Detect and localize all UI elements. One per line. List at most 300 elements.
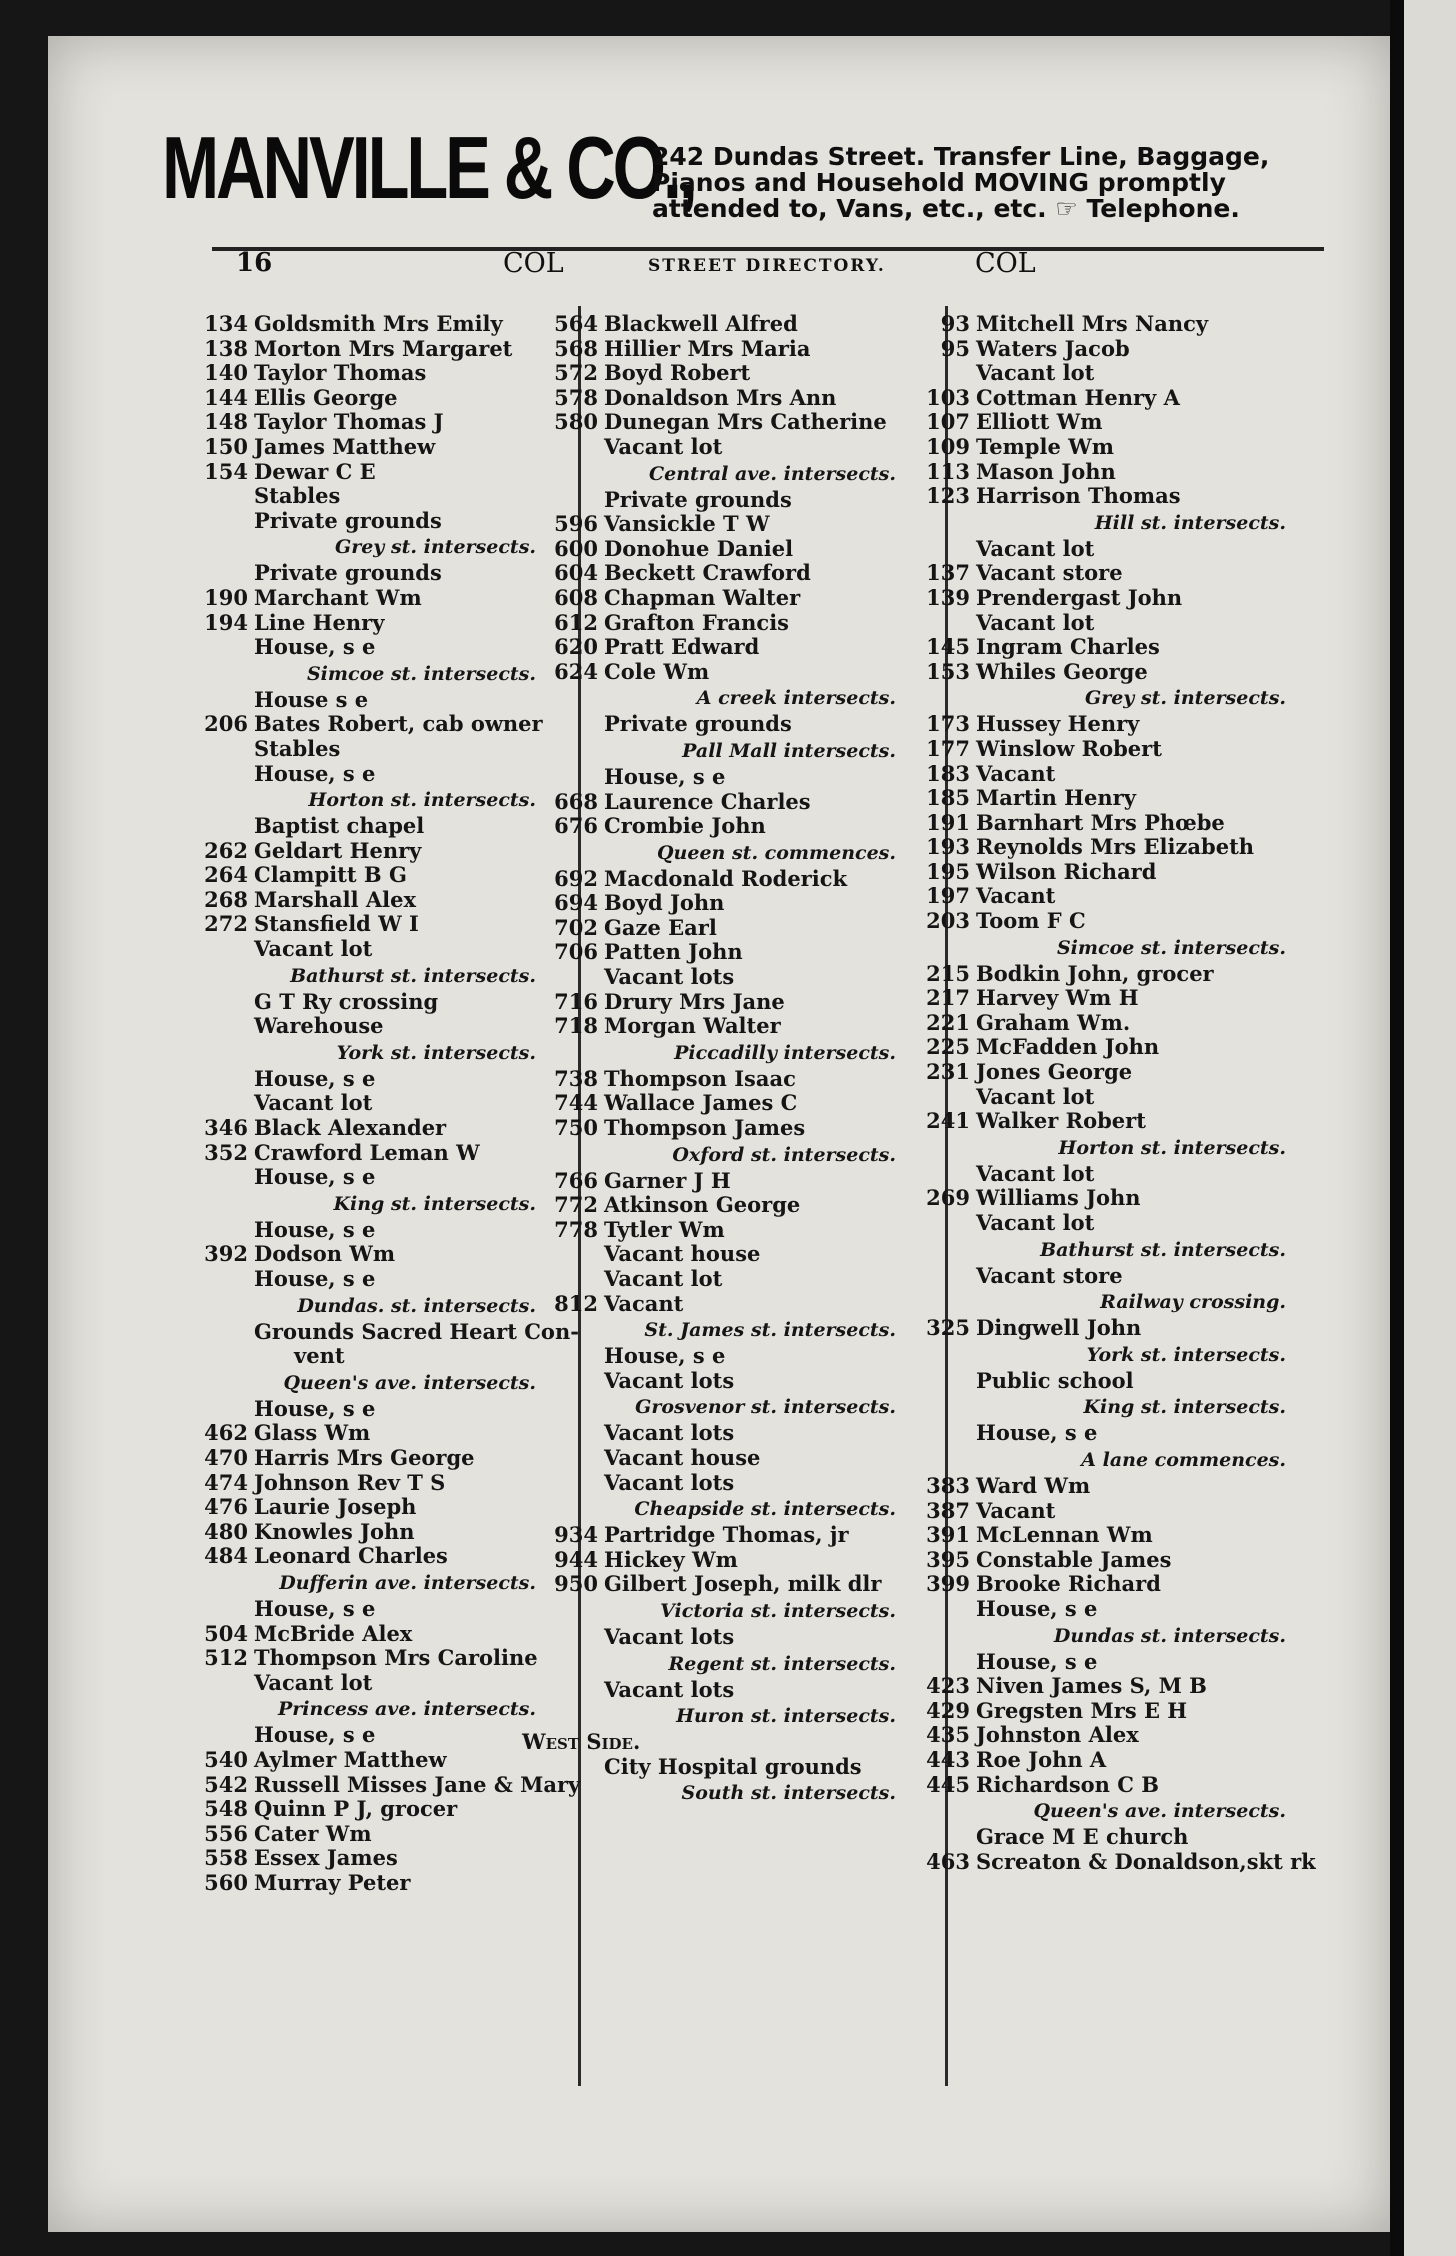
ad-line: attended to, Vans, etc., etc. ☞ Telephone.	[652, 194, 1240, 223]
house-number: 463	[926, 1848, 970, 1874]
occupant-name: Tytler Wm	[604, 1216, 725, 1242]
occupant-name: Vacant lots	[604, 1469, 735, 1495]
house-number: 154	[204, 458, 248, 484]
directory-entry	[196, 1014, 576, 1039]
house-number: 542	[204, 1771, 248, 1797]
directory-entry	[546, 410, 926, 435]
directory-entry	[918, 835, 1298, 860]
house-number: 484	[204, 1543, 248, 1569]
house-number: 480	[204, 1518, 248, 1544]
occupant-name: Martin Henry	[976, 785, 1136, 811]
occupant-name: Russell Misses Jane & Mary	[254, 1771, 581, 1797]
occupant-name: Bates Robert, cab owner	[254, 711, 543, 737]
occupant-name: Atkinson George	[604, 1192, 801, 1218]
house-number: 387	[926, 1497, 970, 1523]
directory-column-2	[522, 311, 926, 1807]
header-rule	[212, 247, 1324, 251]
occupant-name: Cater Wm	[254, 1820, 372, 1846]
occupant-name: Essex James	[254, 1845, 398, 1871]
house-number: 185	[926, 785, 970, 811]
house-number: 706	[554, 939, 598, 965]
directory-entry	[918, 1316, 1298, 1341]
occupant-name: Line Henry	[254, 609, 385, 635]
directory-entry	[918, 1572, 1298, 1597]
house-number: 435	[926, 1722, 970, 1748]
advertisement-text	[652, 144, 1332, 222]
house-number: 173	[926, 711, 970, 737]
occupant-name: Knowles John	[254, 1518, 415, 1544]
directory-entry	[196, 1748, 576, 1773]
occupant-name: Thompson Mrs Caroline	[254, 1645, 538, 1671]
cross-street-heading: Dufferin ave. intersects.	[279, 1571, 536, 1594]
directory-entry	[546, 1116, 926, 1141]
directory-entry	[196, 712, 576, 737]
running-head-title: STREET DIRECTORY.	[648, 256, 886, 276]
cross-street-heading: A lane commences.	[1081, 1448, 1286, 1471]
directory-entry	[546, 1014, 926, 1039]
house-number: 123	[926, 483, 970, 509]
occupant-name: Johnson Rev T S	[254, 1469, 446, 1495]
house-number: 445	[926, 1771, 970, 1797]
occupant-name: Dewar C E	[254, 458, 376, 484]
directory-entry	[196, 1495, 576, 1520]
occupant-name: Vacant lot	[976, 360, 1095, 386]
directory-entry	[196, 888, 576, 913]
house-number: 206	[204, 711, 248, 737]
directory-entry	[918, 1162, 1298, 1187]
ad-line: Pianos and Household MOVING promptly	[652, 168, 1226, 197]
directory-entry	[918, 1499, 1298, 1524]
house-number: 556	[204, 1820, 248, 1846]
house-number: 620	[554, 634, 598, 660]
house-number: 504	[204, 1620, 248, 1646]
occupant-name: House, s e	[254, 1065, 376, 1091]
house-number: 944	[554, 1546, 598, 1572]
occupant-name: Grace M E church	[976, 1824, 1189, 1850]
directory-entry	[546, 965, 926, 990]
directory-entry	[546, 488, 926, 513]
house-number: 183	[926, 760, 970, 786]
house-number: 934	[554, 1522, 598, 1548]
house-number: 772	[554, 1192, 598, 1218]
cross-street-heading: Bathurst st. intersects.	[290, 964, 536, 987]
house-number: 221	[926, 1009, 970, 1035]
occupant-name: Beckett Crawford	[604, 560, 811, 586]
directory-entry	[196, 1116, 576, 1141]
directory-entry	[918, 1060, 1298, 1085]
occupant-name: Thompson Isaac	[604, 1065, 796, 1091]
occupant-name: Vacant lot	[976, 1160, 1095, 1186]
house-number: 95	[940, 335, 970, 361]
cross-street-heading: Dundas st. intersects.	[1053, 1624, 1286, 1647]
directory-entry	[196, 1622, 576, 1647]
occupant-name: Winslow Robert	[976, 735, 1162, 761]
occupant-name: Chapman Walter	[604, 584, 801, 610]
directory-entry	[546, 1344, 926, 1369]
directory-entry	[546, 1169, 926, 1194]
occupant-name: Vacant lot	[976, 1083, 1095, 1109]
directory-entry	[546, 635, 926, 660]
house-number: 443	[926, 1746, 970, 1772]
directory-entry	[918, 611, 1298, 636]
house-number: 113	[926, 458, 970, 484]
directory-entry	[918, 337, 1298, 362]
cross-street-heading: Bathurst st. intersects.	[1040, 1238, 1286, 1261]
directory-entry	[196, 361, 576, 386]
directory-entry	[546, 1471, 926, 1496]
house-number: 197	[926, 883, 970, 909]
occupant-name: Grafton Francis	[604, 609, 789, 635]
occupant-name: Gregsten Mrs E H	[976, 1697, 1188, 1723]
house-number: 668	[554, 788, 598, 814]
directory-entry	[196, 312, 576, 337]
house-number: 134	[204, 311, 248, 336]
occupant-name: Gilbert Joseph, milk dlr	[604, 1571, 882, 1597]
occupant-name: House, s e	[254, 1216, 376, 1242]
directory-entry	[196, 1218, 576, 1243]
directory-entry	[918, 484, 1298, 509]
directory-entry	[546, 1091, 926, 1116]
directory-entry	[196, 484, 576, 509]
house-number: 138	[204, 335, 248, 361]
house-number: 462	[204, 1420, 248, 1446]
occupant-name: Johnston Alex	[976, 1722, 1139, 1748]
directory-entry	[196, 1544, 576, 1569]
house-number: 269	[926, 1185, 970, 1211]
house-number: 399	[926, 1571, 970, 1597]
house-number: 203	[926, 908, 970, 934]
directory-entry	[196, 839, 576, 864]
house-number: 578	[554, 384, 598, 410]
occupant-name: Pratt Edward	[604, 634, 760, 660]
occupant-name: House, s e	[976, 1420, 1098, 1446]
house-number: 262	[204, 837, 248, 863]
occupant-name: Morton Mrs Margaret	[254, 335, 513, 361]
cross-street-heading: Pall Mall intersects.	[682, 739, 896, 762]
directory-entry	[918, 811, 1298, 836]
directory-entry	[918, 737, 1298, 762]
occupant-name: Mason John	[976, 458, 1116, 484]
directory-entry	[546, 814, 926, 839]
directory-entry	[196, 1871, 576, 1896]
directory-entry	[196, 990, 576, 1015]
directory-entry	[196, 737, 576, 762]
occupant-name: Morgan Walter	[604, 1013, 781, 1039]
house-number: 150	[204, 433, 248, 459]
directory-entry	[918, 460, 1298, 485]
directory-entry	[918, 1011, 1298, 1036]
directory-entry	[196, 337, 576, 362]
occupant-name: Vacant lot	[976, 609, 1095, 635]
cross-street-heading: Regent st. intersects.	[668, 1652, 896, 1675]
occupant-name: Dingwell John	[976, 1315, 1142, 1341]
cross-street-heading: Victoria st. intersects.	[660, 1599, 896, 1622]
house-number: 600	[554, 535, 598, 561]
house-number: 145	[926, 634, 970, 660]
house-number: 391	[926, 1522, 970, 1548]
occupant-name: Barnhart Mrs Phœbe	[976, 809, 1225, 835]
occupant-name: Public school	[976, 1367, 1134, 1393]
house-number: 750	[554, 1115, 598, 1141]
house-number: 383	[926, 1472, 970, 1498]
house-number: 716	[554, 988, 598, 1014]
occupant-name: Vacant lot	[604, 1266, 723, 1291]
ad-line: 242 Dundas Street. Transfer Line, Baggage,	[652, 142, 1270, 171]
occupant-name: Vacant store	[976, 560, 1123, 586]
house-number: 540	[204, 1746, 248, 1772]
occupant-name: Hillier Mrs Maria	[604, 335, 811, 361]
occupant-name: Ingram Charles	[976, 634, 1160, 660]
directory-entry	[918, 860, 1298, 885]
directory-entry	[546, 512, 926, 537]
cross-street-heading: Queen st. commences.	[657, 841, 896, 864]
house-number: 195	[926, 858, 970, 884]
directory-entry	[196, 814, 576, 839]
directory-entry	[196, 1318, 579, 1345]
cross-street-heading: Simcoe st. intersects.	[306, 662, 536, 685]
house-number: 177	[926, 735, 970, 761]
occupant-name: vent	[294, 1343, 345, 1369]
house-number: 194	[204, 609, 248, 635]
house-number: 268	[204, 886, 248, 912]
house-number: 568	[554, 335, 598, 361]
occupant-name: Marshall Alex	[254, 886, 417, 912]
occupant-name: Boyd Robert	[604, 360, 751, 386]
occupant-name: House, s e	[604, 1343, 726, 1369]
directory-entry	[918, 1723, 1298, 1748]
directory-entry	[918, 1421, 1298, 1446]
cross-street-heading: York st. intersects.	[1086, 1343, 1286, 1366]
directory-entry	[196, 509, 576, 534]
directory-entry	[918, 561, 1298, 586]
directory-entry	[546, 1548, 926, 1573]
directory-entry	[546, 1678, 926, 1703]
occupant-name: Blackwell Alfred	[604, 311, 798, 336]
occupant-name: Glass Wm	[254, 1420, 371, 1446]
occupant-name: Murray Peter	[254, 1869, 411, 1895]
occupant-name: Leonard Charles	[254, 1543, 448, 1569]
house-number: 512	[204, 1645, 248, 1671]
occupant-name: Baptist chapel	[254, 813, 425, 839]
occupant-name: Drury Mrs Jane	[604, 988, 785, 1014]
occupant-name: Jones George	[976, 1059, 1133, 1085]
directory-entry	[196, 1267, 576, 1292]
occupant-name: Thompson James	[604, 1115, 806, 1141]
occupant-name: Stables	[254, 735, 341, 761]
occupant-name: Private grounds	[604, 711, 792, 737]
house-number: 429	[926, 1697, 970, 1723]
cross-street-heading: Horton st. intersects.	[1058, 1136, 1286, 1159]
directory-entry	[918, 1674, 1298, 1699]
directory-entry	[196, 410, 576, 435]
directory-entry	[546, 916, 926, 941]
occupant-name: Brooke Richard	[976, 1571, 1161, 1597]
occupant-name: G T Ry crossing	[254, 988, 439, 1014]
directory-entry	[546, 990, 926, 1015]
house-number: 692	[554, 865, 598, 891]
directory-entry	[196, 912, 576, 937]
occupant-name: Roe John A	[976, 1746, 1107, 1772]
cross-street-heading: Oxford st. intersects.	[672, 1143, 896, 1166]
directory-entry	[546, 337, 926, 362]
occupant-name: Private grounds	[254, 507, 442, 533]
cross-street-heading: King st. intersects.	[333, 1192, 536, 1215]
occupant-name: Clampitt B G	[254, 862, 407, 888]
directory-entry	[196, 762, 576, 787]
house-number: 103	[926, 384, 970, 410]
directory-entry	[546, 1067, 926, 1092]
occupant-name: Niven James S, M B	[976, 1673, 1207, 1699]
house-number: 474	[204, 1469, 248, 1495]
occupant-name: Warehouse	[254, 1013, 384, 1039]
directory-entry	[918, 312, 1298, 337]
running-head-right: COL	[975, 248, 1036, 279]
house-number: 144	[204, 384, 248, 410]
occupant-name: McFadden John	[976, 1034, 1160, 1060]
occupant-name: Bodkin John, grocer	[976, 960, 1214, 986]
directory-entry	[196, 435, 576, 460]
occupant-name: House, s e	[976, 1648, 1098, 1674]
occupant-name: Stansfield W I	[254, 911, 419, 937]
directory-entry	[546, 1523, 926, 1548]
house-number: 190	[204, 584, 248, 610]
directory-entry	[546, 1193, 926, 1218]
house-number: 470	[204, 1444, 248, 1470]
occupant-name: Vacant lot	[976, 1210, 1095, 1235]
occupant-name: Wallace James C	[604, 1090, 798, 1116]
house-number: 596	[554, 511, 598, 537]
occupant-name: Boyd John	[604, 890, 725, 916]
house-number: 231	[926, 1059, 970, 1085]
directory-entry	[918, 909, 1298, 934]
directory-entry	[918, 1085, 1298, 1110]
occupant-name: Vacant lots	[604, 1676, 735, 1702]
directory-entry	[196, 386, 576, 411]
occupant-name: McLennan Wm	[976, 1522, 1153, 1548]
cross-street-heading: Grey st. intersects.	[334, 536, 536, 559]
directory-entry	[918, 1848, 1316, 1875]
occupant-name: Geldart Henry	[254, 837, 422, 863]
house-number: 612	[554, 609, 598, 635]
directory-entry	[546, 1218, 926, 1243]
directory-entry	[918, 762, 1298, 787]
house-number: 137	[926, 560, 970, 586]
occupant-name: Hickey Wm	[604, 1546, 738, 1572]
directory-entry	[918, 1109, 1298, 1134]
directory-entry	[196, 1671, 576, 1696]
directory-entry	[918, 1825, 1298, 1850]
occupant-name: Grounds Sacred Heart Con-	[254, 1318, 579, 1344]
occupant-name: Harris Mrs George	[254, 1444, 475, 1470]
occupant-name: Goldsmith Mrs Emily	[254, 311, 503, 336]
advertisement-header	[162, 118, 1332, 238]
occupant-name: Patten John	[604, 939, 743, 965]
directory-entry	[546, 1421, 926, 1446]
house-number: 241	[926, 1108, 970, 1134]
house-number: 215	[926, 960, 970, 986]
occupant-name: Screaton & Donaldson,skt rk	[976, 1848, 1316, 1874]
directory-entry	[918, 1699, 1298, 1724]
occupant-name: House s e	[254, 686, 369, 712]
house-number: 564	[554, 311, 598, 336]
occupant-name: House, s e	[254, 1266, 376, 1291]
occupant-name: Crawford Leman W	[254, 1139, 480, 1165]
directory-entry	[196, 1344, 576, 1369]
directory-entry	[918, 537, 1298, 562]
directory-entry	[546, 1446, 926, 1471]
house-number: 148	[204, 409, 248, 435]
directory-entry	[196, 1165, 576, 1190]
cross-street-heading: King st. intersects.	[1083, 1396, 1286, 1419]
directory-entry	[918, 1035, 1298, 1060]
directory-entry	[918, 884, 1298, 909]
occupant-name: Vacant lot	[604, 433, 723, 459]
directory-entry	[546, 1267, 926, 1292]
directory-entry	[918, 1523, 1298, 1548]
directory-entry	[196, 1846, 576, 1871]
occupant-name: Garner J H	[604, 1167, 731, 1193]
directory-entry	[546, 1369, 926, 1394]
directory-entry	[918, 1474, 1298, 1499]
occupant-name: Mitchell Mrs Nancy	[976, 311, 1209, 336]
house-number: 395	[926, 1546, 970, 1572]
directory-entry	[546, 1625, 926, 1650]
directory-entry	[918, 660, 1298, 685]
directory-entry	[918, 786, 1298, 811]
house-number: 702	[554, 914, 598, 940]
house-number: 264	[204, 862, 248, 888]
occupant-name: Vacant lot	[976, 535, 1095, 561]
directory-entry	[918, 435, 1298, 460]
occupant-name: Hussey Henry	[976, 711, 1140, 737]
occupant-name: City Hospital grounds	[604, 1753, 862, 1779]
directory-entry	[546, 537, 926, 562]
cross-street-heading: Huron st. intersects.	[676, 1705, 896, 1728]
directory-entry	[918, 1597, 1298, 1622]
directory-entry	[546, 891, 926, 916]
occupant-name: Vacant lots	[604, 1420, 735, 1446]
cross-street-heading: Dundas. st. intersects.	[297, 1294, 536, 1317]
directory-entry	[918, 635, 1298, 660]
directory-entry	[196, 611, 576, 636]
occupant-name: Macdonald Roderick	[604, 865, 848, 891]
occupant-name: Elliott Wm	[976, 409, 1103, 435]
directory-entry	[918, 586, 1298, 611]
directory-entry	[546, 1292, 926, 1317]
cross-street-heading: Simcoe st. intersects.	[1056, 936, 1286, 959]
occupant-name: Vacant lots	[604, 964, 735, 990]
house-number: 476	[204, 1494, 248, 1520]
occupant-name: Dodson Wm	[254, 1241, 396, 1267]
directory-entry	[546, 940, 926, 965]
cross-street-heading: South st. intersects.	[681, 1782, 896, 1805]
house-number: 217	[926, 985, 970, 1011]
house-number: 580	[554, 409, 598, 435]
directory-entry	[918, 361, 1298, 386]
house-number: 560	[204, 1869, 248, 1895]
occupant-name: Donohue Daniel	[604, 535, 794, 561]
occupant-name: House, s e	[254, 1595, 376, 1621]
cross-street-heading: Railway crossing.	[1100, 1291, 1286, 1314]
occupant-name: Prendergast John	[976, 584, 1183, 610]
house-number: 624	[554, 658, 598, 684]
occupant-name: Marchant Wm	[254, 584, 422, 610]
cross-street-heading: Hill st. intersects.	[1094, 511, 1286, 534]
house-number: 738	[554, 1065, 598, 1091]
directory-entry	[196, 1141, 576, 1166]
directory-entry	[196, 1646, 576, 1671]
directory-entry	[196, 635, 576, 660]
